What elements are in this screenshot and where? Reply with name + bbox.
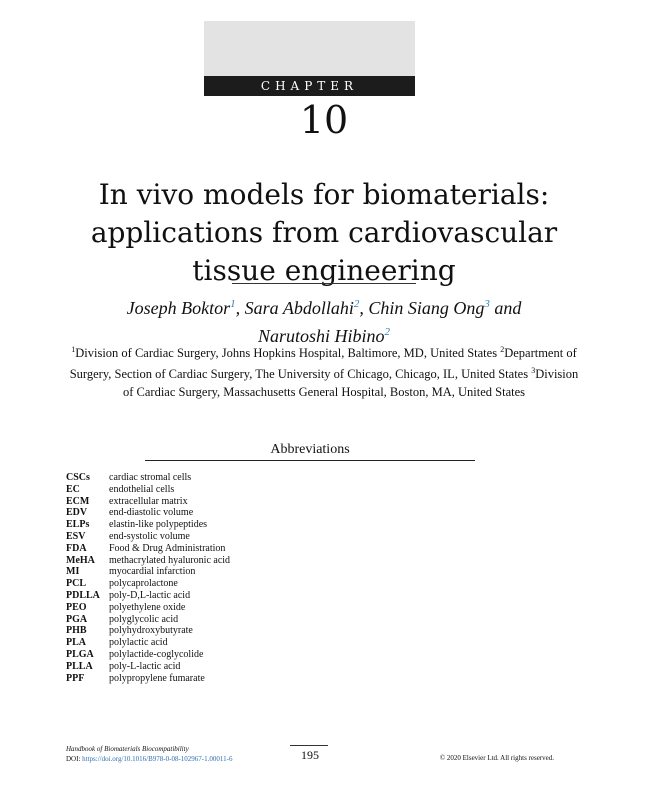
abbreviation-code: FDA	[66, 542, 87, 554]
abbreviation-meaning: myocardial infarction	[109, 566, 196, 578]
author-name: Chin Siang Ong	[368, 298, 485, 318]
abbreviation-code: MeHA	[66, 554, 95, 566]
affiliation: Division of Cardiac Surgery, Massachusetts General Hospital, Boston, MA, United States	[122, 367, 579, 400]
abbreviation-code: EDV	[66, 507, 88, 519]
author-name: Sara Abdollahi	[244, 298, 354, 318]
abbreviation-meaning: extracellular matrix	[109, 495, 188, 507]
abbreviations-list	[66, 472, 230, 684]
abbreviation-meaning: polyglycolic acid	[109, 613, 179, 625]
doi-label: DOI:	[66, 755, 81, 763]
list-item	[66, 484, 230, 496]
abbreviation-meaning: end-systolic volume	[109, 530, 190, 542]
list-item	[66, 602, 230, 614]
doi-link[interactable]: https://doi.org/10.1016/B978-0-08-102967-1.00011-6	[82, 755, 233, 763]
affiliations: $^1$Division of Cardiac Surgery, Johns Hopkins Hospital, Baltimore, MD, United States $^2$Department of Surgery, Section of Cardiac Surgery, The University of Chicago, Chicago, IL, United States $^3$Division of Cardiac Surgery, Massachusetts General Hospital, Boston, MA, United States	[69, 345, 579, 400]
abbreviation-code: CSCs	[66, 472, 90, 483]
abbreviation-code: PHB	[66, 625, 87, 637]
author-affiliation-mark[interactable]: 3	[484, 298, 490, 310]
abbreviation-meaning: polypropylene fumarate	[109, 672, 205, 684]
abbreviation-meaning: elastin-like polypeptides	[109, 519, 208, 531]
chapter-title	[64, 176, 584, 290]
abbreviation-code: PEO	[66, 601, 87, 613]
list-item	[66, 649, 230, 661]
list-item	[66, 566, 230, 578]
abbreviation-meaning: polyhydroxybutyrate	[109, 625, 193, 637]
chapter-label: CHAPTER	[204, 76, 415, 96]
list-item	[66, 472, 230, 484]
author-affiliation-mark[interactable]: 2	[353, 298, 360, 310]
list-item	[66, 555, 230, 567]
abbreviation-code: PCL	[66, 578, 86, 590]
list-item	[66, 519, 230, 531]
abbreviations-heading: Abbreviations	[270, 442, 350, 457]
abbreviation-code: PPF	[66, 672, 85, 684]
abbreviation-code: PDLLA	[66, 589, 100, 601]
copyright: © 2020 Elsevier Ltd. All rights reserved.	[439, 754, 554, 762]
list-item	[66, 578, 230, 590]
list-item	[66, 531, 230, 543]
title-line-3: tissue engineering	[192, 254, 456, 287]
title-line-1: In vivo models for biomaterials:	[98, 178, 550, 211]
list-item	[66, 590, 230, 602]
list-item	[66, 543, 230, 555]
abbreviation-meaning: Food & Drug Administration	[109, 542, 226, 554]
list-item	[66, 625, 230, 637]
list-item	[66, 661, 230, 673]
author-affiliation-mark[interactable]: 2	[384, 326, 391, 338]
chapter-number: 10	[299, 98, 349, 142]
affiliation: Department of Surgery, Section of Cardiac Surgery, The University of Chicago, Chicago, IL, United States	[69, 346, 577, 382]
abbreviation-code: PGA	[66, 613, 88, 625]
abbreviation-meaning: poly-D,L-lactic acid	[109, 589, 191, 601]
abbreviation-meaning: polycaprolactone	[109, 578, 178, 590]
abbreviations-rule	[145, 460, 475, 461]
abbreviation-meaning: polylactic acid	[109, 637, 168, 649]
author-affiliation-mark[interactable]: 1	[230, 298, 236, 310]
chapter-banner	[204, 21, 415, 96]
footer-citation	[66, 744, 232, 764]
page-number: 195	[301, 748, 319, 762]
abbreviation-code: ELPs	[66, 519, 90, 531]
title-line-2: applications from cardiovascular	[90, 216, 558, 249]
abbreviation-code: ESV	[66, 530, 86, 542]
author-name: Joseph Boktor	[126, 298, 231, 318]
abbreviation-meaning: methacrylated hyaluronic acid	[109, 554, 231, 566]
list-item	[66, 507, 230, 519]
book-title: Handbook of Biomaterials Biocompatibility	[66, 745, 189, 753]
abbreviation-code: PLA	[66, 637, 86, 649]
author-name: Narutoshi Hibino	[257, 326, 385, 346]
abbreviation-meaning: poly-L-lactic acid	[109, 660, 181, 672]
page-number-rule	[290, 745, 328, 746]
abbreviation-meaning: polylactide-coglycolide	[109, 648, 204, 660]
abbreviation-code: MI	[66, 566, 80, 578]
abbreviation-code: ECM	[66, 495, 90, 507]
abbreviation-meaning: polyethylene oxide	[109, 601, 186, 613]
abbreviation-code: EC	[66, 483, 80, 495]
list-item	[66, 496, 230, 508]
list-item	[66, 614, 230, 626]
abbreviation-meaning: endothelial cells	[109, 483, 175, 495]
affiliation: Division of Cardiac Surgery, Johns Hopkins Hospital, Baltimore, MD, United States	[75, 346, 498, 361]
author-list: Joseph Boktor$^1$, Sara Abdollahi$^2$, Chin Siang Ong$^3$ and Narutoshi Hibino$^2$	[126, 298, 522, 346]
abbreviation-meaning: cardiac stromal cells	[109, 472, 192, 483]
list-item	[66, 637, 230, 649]
title-underline	[232, 283, 416, 284]
abbreviation-code: PLGA	[66, 648, 94, 660]
list-item	[66, 673, 230, 685]
abbreviation-meaning: end-diastolic volume	[109, 507, 194, 519]
abbreviation-code: PLLA	[66, 660, 93, 672]
